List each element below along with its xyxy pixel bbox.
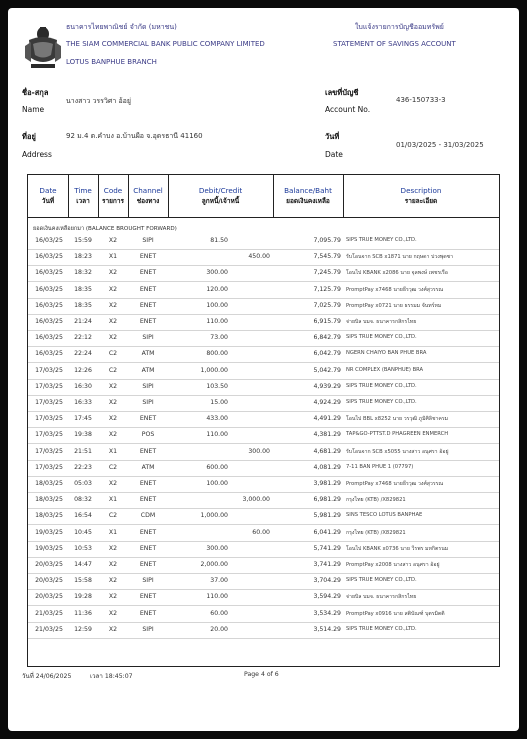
cell-desc: จ่ายบิล บมจ. ธนาคารกสิกรไทย bbox=[346, 594, 417, 601]
cell-time: 11:36 bbox=[74, 609, 92, 617]
date-label-thai: วันที่ bbox=[325, 132, 340, 141]
cell-time: 10:53 bbox=[74, 544, 92, 552]
cell-debit: 73.00 bbox=[210, 334, 228, 342]
cell-channel: ENET bbox=[139, 269, 157, 277]
cell-channel: ENET bbox=[139, 544, 157, 552]
cell-time: 16:54 bbox=[74, 512, 92, 520]
table-row bbox=[28, 606, 499, 623]
cell-desc: PromptPay x7468 นายธีรวุฒ วงศ์สุวรรณ bbox=[346, 286, 444, 293]
cell-channel: CDM bbox=[140, 512, 156, 520]
cell-time: 18:35 bbox=[74, 301, 92, 309]
cell-debit: 300.00 bbox=[206, 544, 228, 552]
column-header-debit-credit: Debit/Credit ลูกหนี้/เจ้าหนี้ bbox=[198, 186, 243, 205]
cell-desc: TAP&GO-PTTST.D PHAGREEN ENMERCH bbox=[346, 431, 449, 438]
table-row bbox=[28, 622, 499, 639]
cell-credit: 3,000.00 bbox=[242, 496, 270, 504]
cell-code: X2 bbox=[108, 415, 118, 423]
transactions-table bbox=[27, 174, 500, 667]
cell-balance: 6,981.29 bbox=[313, 496, 341, 504]
table-row bbox=[28, 427, 499, 444]
cell-time: 21:24 bbox=[74, 318, 92, 325]
cell-code: X2 bbox=[108, 544, 118, 552]
address-label-english: Address bbox=[22, 150, 52, 159]
cell-channel: ENET bbox=[139, 301, 157, 309]
cell-code: C2 bbox=[108, 512, 118, 520]
cell-balance: 6,042.79 bbox=[313, 350, 341, 358]
cell-channel: SIPI bbox=[142, 237, 154, 244]
cell-channel: ENET bbox=[139, 447, 157, 455]
cell-channel: ATM bbox=[141, 463, 155, 471]
column-header-channel: Channel ช่องทาง bbox=[133, 186, 163, 205]
cell-balance: 5,981.29 bbox=[313, 512, 341, 520]
statement-page bbox=[8, 8, 519, 731]
cell-balance: 6,842.79 bbox=[313, 334, 341, 342]
account-number: 436-150733-3 bbox=[396, 96, 446, 104]
account-number-label-english: Account No. bbox=[325, 105, 371, 114]
cell-balance: 7,245.79 bbox=[313, 269, 341, 277]
cell-desc: รับโอนจาก SCB x5055 นางสาว อนุศรา อ้อยู่ bbox=[346, 448, 449, 455]
cell-desc: โอนไป BBL x8252 นาย วรวุฒิ ภูมิศิลิชาครม bbox=[346, 416, 449, 423]
cell-time: 18:35 bbox=[74, 285, 92, 293]
cell-balance: 7,025.79 bbox=[313, 301, 341, 309]
table-row bbox=[28, 249, 499, 266]
cell-balance: 3,741.29 bbox=[313, 561, 341, 568]
cell-time: 14:47 bbox=[74, 561, 92, 568]
cell-debit: 800.00 bbox=[206, 350, 228, 358]
cell-code: X1 bbox=[108, 528, 118, 536]
cell-credit: 300.00 bbox=[248, 447, 270, 455]
cell-channel: SIPI bbox=[142, 577, 154, 585]
address-label-thai: ที่อยู่ bbox=[22, 132, 36, 141]
cell-debit: 110.00 bbox=[206, 431, 228, 439]
cell-code: X2 bbox=[108, 334, 118, 342]
cell-date: 17/03/25 bbox=[35, 366, 63, 374]
table-row bbox=[28, 363, 499, 380]
cell-code: X2 bbox=[108, 399, 118, 406]
cell-date: 17/03/25 bbox=[35, 447, 63, 455]
cell-debit: 37.00 bbox=[210, 577, 228, 585]
cell-date: 17/03/25 bbox=[35, 415, 63, 423]
cell-desc: NR COMPLEX (BANPHUE) BRA bbox=[346, 366, 424, 373]
cell-time: 19:38 bbox=[74, 431, 92, 439]
cell-time: 12:26 bbox=[74, 366, 92, 374]
cell-channel: ENET bbox=[139, 496, 157, 504]
table-row bbox=[28, 346, 499, 363]
cell-time: 21:51 bbox=[74, 447, 92, 455]
cell-code: X2 bbox=[108, 237, 118, 244]
cell-time: 22:23 bbox=[74, 463, 92, 471]
cell-debit: 433.00 bbox=[206, 415, 228, 423]
cell-balance: 7,545.79 bbox=[313, 253, 341, 261]
cell-code: X2 bbox=[108, 285, 118, 293]
cell-date: 18/03/25 bbox=[35, 512, 63, 520]
column-header-description: Description รายละเอียด bbox=[400, 186, 442, 205]
balance-brought-forward: ยอดเงินคงเหลือยกมา (BALANCE BROUGHT FORWARD) bbox=[33, 226, 177, 232]
cell-debit: 60.00 bbox=[210, 609, 228, 617]
cell-channel: POS bbox=[141, 431, 155, 439]
cell-channel: ENET bbox=[139, 480, 157, 487]
table-row bbox=[28, 233, 499, 250]
cell-date: 21/03/25 bbox=[35, 609, 63, 617]
bank-name-english: THE SIAM COMMERCIAL BANK PUBLIC COMPANY LIMITED bbox=[66, 40, 265, 48]
cell-debit: 600.00 bbox=[206, 463, 228, 471]
cell-desc: PromptPay x2008 นางสาว อนุศรา อ้อยู่ bbox=[346, 562, 440, 568]
bank-crest-logo bbox=[23, 24, 63, 72]
cell-balance: 4,681.29 bbox=[313, 447, 341, 455]
column-header-date: Date วันที่ bbox=[39, 186, 57, 205]
cell-code: X2 bbox=[108, 431, 118, 439]
table-row bbox=[28, 298, 499, 315]
cell-debit: 100.00 bbox=[206, 301, 228, 309]
cell-balance: 3,514.29 bbox=[313, 625, 341, 633]
cell-balance: 3,594.29 bbox=[313, 593, 341, 601]
column-header-time: Time เวลา bbox=[74, 186, 92, 205]
cell-code: X1 bbox=[108, 253, 118, 261]
cell-desc: 7-11 BAN PHUE 1 (07797) bbox=[346, 463, 414, 470]
cell-date: 20/03/25 bbox=[35, 577, 63, 585]
cell-date: 16/03/25 bbox=[35, 301, 63, 309]
cell-balance: 4,924.29 bbox=[313, 399, 341, 406]
cell-time: 22:24 bbox=[74, 350, 92, 358]
cell-time: 16:33 bbox=[74, 399, 92, 406]
table-row bbox=[28, 492, 499, 509]
cell-time: 18:23 bbox=[74, 253, 92, 261]
cell-debit: 15.00 bbox=[210, 399, 228, 406]
cell-channel: SIPI bbox=[142, 399, 154, 406]
date-label-english: Date bbox=[325, 150, 343, 159]
cell-date: 16/03/25 bbox=[35, 253, 63, 261]
cell-desc: PromptPay x7468 นายธีรวุฒ วงศ์สุวรรณ bbox=[346, 481, 444, 487]
cell-code: C2 bbox=[108, 366, 118, 374]
cell-balance: 5,042.79 bbox=[313, 366, 341, 374]
cell-debit: 100.00 bbox=[206, 480, 228, 487]
bank-name-thai: ธนาคารไทยพาณิชย์ จำกัด (มหาชน) bbox=[66, 23, 177, 31]
cell-time: 12:59 bbox=[74, 625, 92, 633]
print-time: เวลา 18:45:07 bbox=[90, 673, 133, 680]
cell-code: X2 bbox=[108, 561, 118, 568]
table-row bbox=[28, 314, 499, 331]
cell-desc: SIPS TRUE MONEY CO.,LTD. bbox=[346, 237, 417, 243]
cell-date: 21/03/25 bbox=[35, 625, 63, 633]
cell-time: 16:30 bbox=[74, 382, 92, 390]
table-row bbox=[28, 330, 499, 347]
address-value: 92 ม.4 ต.คำบง อ.บ้านผือ จ.อุดรธานี 41160 bbox=[66, 132, 203, 140]
column-header-balance: Balance/Baht ยอดเงินคงเหลือ bbox=[284, 186, 332, 205]
cell-desc: กรุงไทย (KTB) /X829821 bbox=[346, 497, 406, 504]
cell-desc: จ่ายบิล บมจ. ธนาคารกสิกรไทย bbox=[346, 319, 417, 325]
cell-channel: ENET bbox=[139, 285, 157, 293]
cell-desc: SIPS TRUE MONEY CO.,LTD. bbox=[346, 334, 417, 341]
cell-channel: SIPI bbox=[142, 382, 154, 390]
table-row bbox=[28, 282, 499, 299]
cell-desc: SIPS TRUE MONEY CO.,LTD. bbox=[346, 625, 417, 632]
account-number-label-thai: เลขที่บัญชี bbox=[325, 88, 359, 97]
cell-desc: รับโอนจาก SCB x1871 นาย กฤษดา บ่วงพุดซา bbox=[346, 254, 454, 261]
cell-debit: 300.00 bbox=[206, 269, 228, 277]
cell-balance: 7,125.79 bbox=[313, 285, 341, 293]
table-row bbox=[28, 557, 499, 574]
cell-time: 22:12 bbox=[74, 334, 92, 342]
cell-channel: ENET bbox=[139, 415, 157, 423]
table-row bbox=[28, 525, 499, 542]
cell-balance: 3,704.29 bbox=[313, 577, 341, 585]
cell-time: 05:03 bbox=[74, 480, 92, 487]
cell-desc: SIPS TRUE MONEY CO.,LTD. bbox=[346, 399, 417, 405]
cell-time: 10:45 bbox=[74, 528, 92, 536]
cell-channel: SIPI bbox=[142, 625, 154, 633]
cell-channel: ATM bbox=[141, 366, 155, 374]
cell-date: 20/03/25 bbox=[35, 593, 63, 601]
cell-desc: PromptPay x0916 นาย สติบัณฑ์ บุตรมิตติ bbox=[346, 610, 445, 617]
cell-date: 19/03/25 bbox=[35, 544, 63, 552]
cell-credit: 60.00 bbox=[252, 528, 270, 536]
statement-period: 01/03/2025 - 31/03/2025 bbox=[396, 141, 484, 149]
cell-code: C2 bbox=[108, 463, 118, 471]
cell-time: 17:45 bbox=[74, 415, 92, 423]
cell-balance: 5,741.29 bbox=[313, 544, 341, 552]
cell-time: 18:32 bbox=[74, 269, 92, 277]
table-row bbox=[28, 444, 499, 461]
cell-debit: 81.50 bbox=[210, 237, 228, 244]
cell-date: 16/03/25 bbox=[35, 269, 63, 277]
cell-date: 17/03/25 bbox=[35, 431, 63, 439]
table-row bbox=[28, 541, 499, 558]
cell-date: 17/03/25 bbox=[35, 399, 63, 406]
cell-code: X1 bbox=[108, 496, 118, 504]
cell-channel: ENET bbox=[139, 593, 157, 601]
cell-code: C2 bbox=[108, 350, 118, 358]
cell-date: 16/03/25 bbox=[35, 350, 63, 358]
cell-balance: 4,491.29 bbox=[313, 415, 341, 423]
cell-time: 08:32 bbox=[74, 496, 92, 504]
table-row bbox=[28, 395, 499, 412]
cell-date: 16/03/25 bbox=[35, 334, 63, 342]
branch-name: LOTUS BANPHUE BRANCH bbox=[66, 58, 157, 66]
cell-debit: 1,000.00 bbox=[200, 512, 228, 520]
cell-code: X2 bbox=[108, 593, 118, 601]
cell-debit: 2,000.00 bbox=[200, 561, 228, 568]
cell-balance: 4,081.29 bbox=[313, 463, 341, 471]
cell-balance: 7,095.79 bbox=[313, 237, 341, 244]
cell-channel: ENET bbox=[139, 528, 157, 536]
print-date: วันที่ 24/06/2025 bbox=[22, 673, 72, 680]
cell-channel: ENET bbox=[139, 318, 157, 325]
cell-time: 15:58 bbox=[74, 577, 92, 585]
cell-balance: 4,381.29 bbox=[313, 431, 341, 439]
cell-code: X2 bbox=[108, 609, 118, 617]
cell-desc: กรุงไทย (KTB) /X829821 bbox=[346, 529, 406, 536]
cell-code: X2 bbox=[108, 269, 118, 277]
table-row bbox=[28, 379, 499, 396]
name-label-thai: ชื่อ-สกุล bbox=[22, 88, 49, 97]
table-row bbox=[28, 508, 499, 525]
table-row bbox=[28, 589, 499, 606]
page-number: Page 4 of 6 bbox=[244, 671, 279, 678]
table-row bbox=[28, 476, 499, 493]
cell-code: X2 bbox=[108, 318, 118, 325]
cell-date: 16/03/25 bbox=[35, 318, 63, 325]
cell-desc: โอนไป KBANK x2086 นาย จุลพงษ์ เพชรเรือ bbox=[346, 270, 448, 277]
cell-code: X2 bbox=[108, 625, 118, 633]
table-header bbox=[28, 175, 499, 218]
cell-credit: 450.00 bbox=[248, 253, 270, 261]
table-row bbox=[28, 460, 499, 477]
cell-time: 15:59 bbox=[74, 237, 92, 244]
column-header-code: Code รายการ bbox=[101, 186, 125, 205]
cell-balance: 3,981.29 bbox=[313, 480, 341, 487]
cell-balance: 6,041.29 bbox=[313, 528, 341, 536]
cell-channel: ENET bbox=[139, 253, 157, 261]
cell-desc: SINS TESCO LOTUS BANPHAE bbox=[346, 512, 423, 519]
cell-channel: ENET bbox=[139, 609, 157, 617]
cell-debit: 110.00 bbox=[206, 318, 228, 325]
cell-date: 17/03/25 bbox=[35, 382, 63, 390]
cell-date: 18/03/25 bbox=[35, 480, 63, 487]
cell-desc: โอนไป KBANK x0736 นาย วีรพร มหกิตรนม bbox=[346, 545, 449, 552]
statement-title-thai: ใบแจ้งรายการบัญชีออมทรัพย์ bbox=[355, 23, 444, 31]
cell-desc: NGERN CHAIYO BAN PHUE BRA bbox=[346, 350, 427, 357]
cell-code: X2 bbox=[108, 577, 118, 585]
cell-debit: 103.50 bbox=[206, 382, 228, 390]
cell-code: X1 bbox=[108, 447, 118, 455]
cell-balance: 3,534.29 bbox=[313, 609, 341, 617]
cell-code: X2 bbox=[108, 301, 118, 309]
cell-code: X2 bbox=[108, 382, 118, 390]
cell-channel: ENET bbox=[139, 561, 157, 568]
cell-desc: PromptPay x0721 นาย ธรรมม จันทร์หม bbox=[346, 302, 442, 309]
cell-balance: 4,939.29 bbox=[313, 382, 341, 390]
cell-debit: 120.00 bbox=[206, 285, 228, 293]
cell-desc: SIPS TRUE MONEY CO.,LTD. bbox=[346, 577, 417, 584]
cell-date: 19/03/25 bbox=[35, 528, 63, 536]
cell-code: X2 bbox=[108, 480, 118, 487]
table-row bbox=[28, 573, 499, 590]
table-row bbox=[28, 265, 499, 282]
cell-date: 20/03/25 bbox=[35, 561, 63, 568]
cell-date: 16/03/25 bbox=[35, 237, 63, 244]
cell-channel: ATM bbox=[141, 350, 155, 358]
cell-date: 16/03/25 bbox=[35, 285, 63, 293]
cell-debit: 20.00 bbox=[210, 625, 228, 633]
table-row bbox=[28, 411, 499, 428]
cell-date: 18/03/25 bbox=[35, 496, 63, 504]
cell-debit: 110.00 bbox=[206, 593, 228, 601]
cell-date: 17/03/25 bbox=[35, 463, 63, 471]
cell-debit: 1,000.00 bbox=[200, 366, 228, 374]
name-label-english: Name bbox=[22, 105, 45, 114]
cell-time: 19:28 bbox=[74, 593, 92, 601]
cell-desc: SIPS TRUE MONEY CO.,LTD. bbox=[346, 382, 417, 389]
account-holder-name: นางสาว วรรวิศา อ้อยู่ bbox=[66, 97, 131, 105]
cell-balance: 6,915.79 bbox=[313, 318, 341, 325]
statement-title-english: STATEMENT OF SAVINGS ACCOUNT bbox=[333, 40, 456, 48]
cell-channel: SIPI bbox=[142, 334, 154, 342]
